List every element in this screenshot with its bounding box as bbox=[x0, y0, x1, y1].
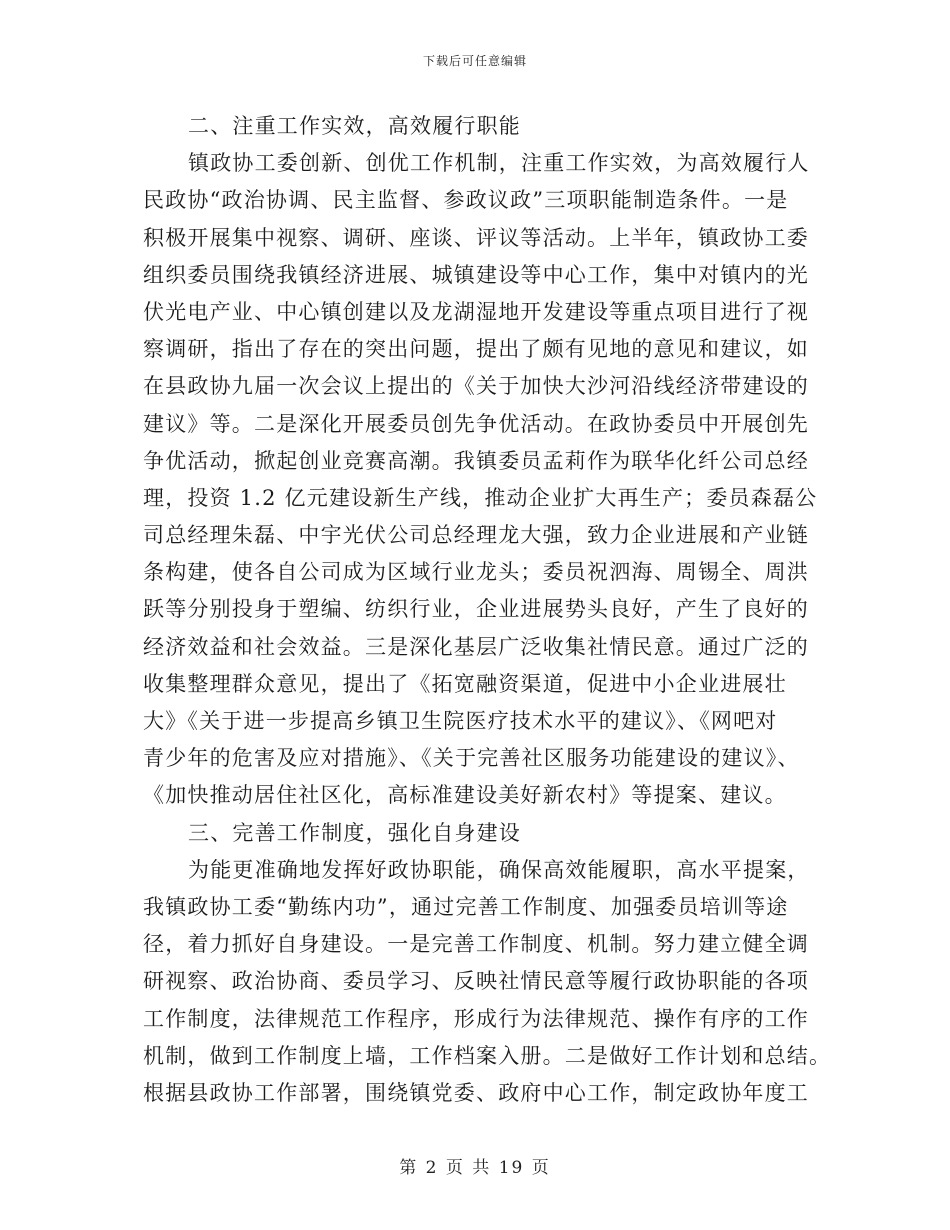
paragraph-line: 根据县政协工作部署，围绕镇党委、政府中心工作，制定政协年度工 bbox=[143, 1080, 809, 1105]
paragraph-line: 理，投资 1.2 亿元建设新生产线，推动企业扩大再生产；委员森磊公 bbox=[143, 485, 818, 510]
body-text bbox=[143, 108, 832, 1112]
page-number-footer: 第 2 页 共 19 页 bbox=[399, 1158, 551, 1178]
paragraph-line: 大》《关于进一步提高乡镇卫生院医疗技术水平的建议》、《网吧对 bbox=[143, 709, 778, 733]
paragraph-line: 伏光电产业、中心镇创建以及龙湖湿地开发建设等重点项目进行了视 bbox=[143, 299, 809, 324]
paragraph-line: 经济效益和社会效益。三是深化基层广泛收集社情民意。通过广泛的 bbox=[143, 634, 809, 659]
paragraph-line: 《加快推动居住社区化，高标准建设美好新农村》等提案、建议。 bbox=[143, 783, 787, 808]
paragraph-line: 司总经理朱磊、中宇光伏公司总经理龙大强，致力企业进展和产业链 bbox=[143, 523, 809, 548]
paragraph-line: 积极开展集中视察、调研、座谈、评议等活动。上半年，镇政协工委 bbox=[143, 225, 809, 250]
paragraph-line: 建议》等。二是深化开展委员创先争优活动。在政协委员中开展创先 bbox=[143, 411, 809, 436]
paragraph-line: 机制，做到工作制度上墙，工作档案入册。二是做好工作计划和总结。 bbox=[143, 1043, 832, 1068]
paragraph-line: 镇政协工委创新、创优工作机制，注重工作实效，为高效履行人 bbox=[188, 151, 810, 176]
paragraph-line: 争优活动，掀起创业竞赛高潮。我镇委员孟莉作为联华化纤公司总经 bbox=[143, 448, 809, 473]
section-heading: 三、完善工作制度，强化自身建设 bbox=[188, 820, 521, 845]
paragraph-line: 工作制度，法律规范工作程序，形成行为法律规范、操作有序的工作 bbox=[143, 1006, 809, 1031]
paragraph-line: 跃等分别投身于塑编、纺织行业，企业进展势头良好，产生了良好的 bbox=[143, 597, 809, 622]
paragraph-line: 研视察、政治协商、委员学习、反映社情民意等履行政协职能的各项 bbox=[143, 969, 809, 994]
paragraph-line: 收集整理群众意见，提出了《拓宽融资渠道，促进中小企业进展壮 bbox=[143, 671, 787, 696]
paragraph-line: 在县政协九届一次会议上提出的《关于加快大沙河沿线经济带建设的 bbox=[143, 374, 809, 399]
paragraph-line: 为能更准确地发挥好政协职能，确保高效能履职，高水平提案， bbox=[188, 857, 810, 882]
paragraph-line: 径，着力抓好自身建设。一是完善工作制度、机制。努力建立健全调 bbox=[143, 932, 809, 957]
header-note: 下载后可任意编辑 bbox=[422, 54, 527, 68]
section-heading: 二、注重工作实效，高效履行职能 bbox=[188, 114, 521, 138]
paragraph-line: 组织委员围绕我镇经济进展、城镇建设等中心工作，集中对镇内的光 bbox=[143, 262, 809, 287]
paragraph-line: 我镇政协工委“勤练内功”，通过完善工作制度、加强委员培训等途 bbox=[143, 894, 789, 919]
paragraph-line: 青少年的危害及应对措施》、《关于完善社区服务功能建设的建议》、 bbox=[143, 746, 800, 771]
paragraph-line: 条构建，使各自公司成为区域行业龙头；委员祝泗海、周锡全、周洪 bbox=[143, 560, 809, 585]
paragraph-line: 察调研，指出了存在的突出问题，提出了颇有见地的意见和建议，如 bbox=[143, 337, 809, 362]
paragraph-line: 民政协“政治协调、民主监督、参政议政”三项职能制造条件。一是 bbox=[143, 188, 789, 213]
